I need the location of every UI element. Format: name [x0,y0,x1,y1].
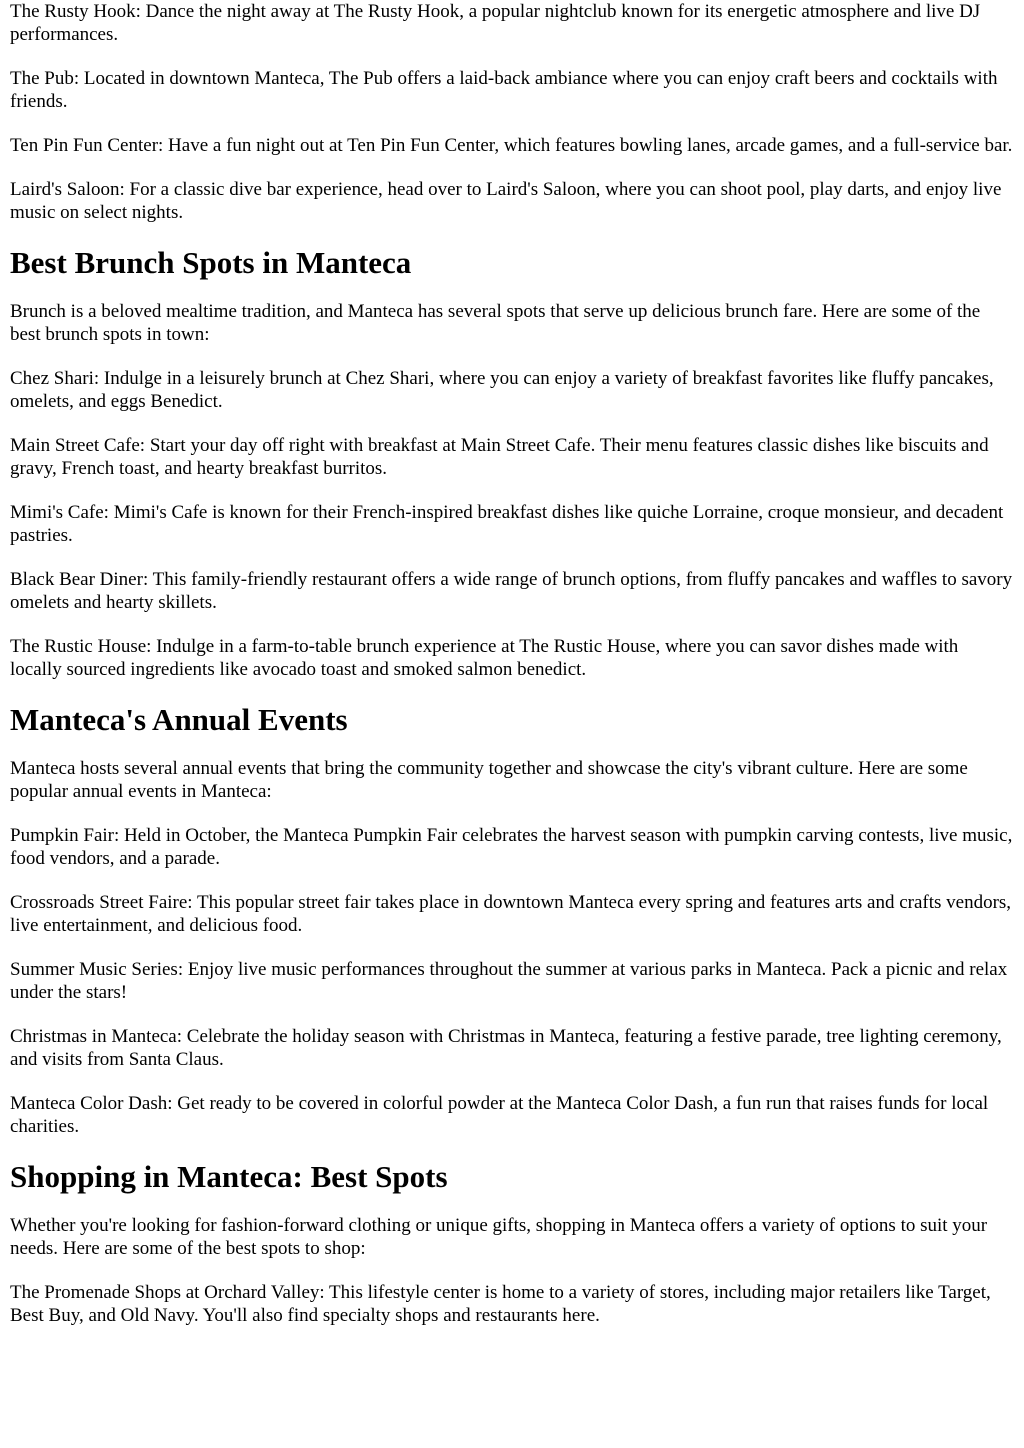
section-annual-events [10,702,1014,1138]
section-brunch [10,245,1014,681]
paragraph: Manteca hosts several annual events that bring the community together and showcase the city's vibrant culture. Here are some popular annual events in Manteca: [10,758,968,802]
intro-paragraph-ten-pin: Ten Pin Fun Center: Have a fun night out at Ten Pin Fun Center, which features bowling lanes, arcade games, and a full-service bar. [10,135,1013,156]
paragraph: Pumpkin Fair: Held in October, the Manteca Pumpkin Fair celebrates the harvest season with pumpkin carving contests, live music, food vendors, and a parade. [10,825,1013,869]
section-heading-annual-events: Manteca's Annual Events [10,702,348,737]
intro-paragraph-lairds-saloon: Laird's Saloon: For a classic dive bar experience, head over to Laird's Saloon, where you can shoot pool, play darts, and enjoy live music on select nights. [10,179,1002,223]
paragraph: The Rustic House: Indulge in a farm-to-table brunch experience at The Rustic House, where you can savor dishes made with locally sourced ingredients like avocado toast and smoked salmon benedict. [10,636,959,680]
paragraph: The Promenade Shops at Orchard Valley: This lifestyle center is home to a variety of stores, including major retailers like Target, Best Buy, and Old Navy. You'll also find specialty shops and restaurants here. [10,1282,991,1326]
intro-paragraph-the-pub: The Pub: Located in downtown Manteca, The Pub offers a laid-back ambiance where you can enjoy craft beers and cocktails with friends. [10,68,998,112]
section-heading-shopping: Shopping in Manteca: Best Spots [10,1159,448,1194]
paragraph: Summer Music Series: Enjoy live music performances throughout the summer at various parks in Manteca. Pack a picnic and relax under the stars! [10,959,1008,1003]
intro-paragraph-rusty-hook: The Rusty Hook: Dance the night away at The Rusty Hook, a popular nightclub known for its energetic atmosphere and live DJ performances. [10,1,981,45]
section-shopping [10,1159,1014,1327]
paragraph: Manteca Color Dash: Get ready to be covered in colorful powder at the Manteca Color Dash, a fun run that raises funds for local charities. [10,1093,989,1137]
paragraph: Brunch is a beloved mealtime tradition, and Manteca has several spots that serve up delicious brunch fare. Here are some of the best brunch spots in town: [10,301,981,345]
paragraph: Christmas in Manteca: Celebrate the holiday season with Christmas in Manteca, featuring a festive parade, tree lighting ceremony, and visits from Santa Claus. [10,1026,1002,1070]
paragraph: Whether you're looking for fashion-forward clothing or unique gifts, shopping in Manteca offers a variety of options to suit your needs. Here are some of the best spots to shop: [10,1215,988,1259]
paragraph: Chez Shari: Indulge in a leisurely brunch at Chez Shari, where you can enjoy a variety of breakfast favorites like fluffy pancakes, omelets, and eggs Benedict. [10,368,994,412]
paragraph: Main Street Cafe: Start your day off right with breakfast at Main Street Cafe. Their menu features classic dishes like biscuits and gravy, French toast, and hearty breakfast burritos. [10,435,989,479]
section-heading-brunch: Best Brunch Spots in Manteca [10,245,412,280]
paragraph: Crossroads Street Faire: This popular street fair takes place in downtown Manteca every spring and features arts and crafts vendors, live entertainment, and delicious food. [10,892,1012,936]
paragraph: Black Bear Diner: This family-friendly restaurant offers a wide range of brunch options, from fluffy pancakes and waffles to savory omelets and hearty skillets. [10,569,1013,613]
paragraph: Mimi's Cafe: Mimi's Cafe is known for their French-inspired breakfast dishes like quiche Lorraine, croque monsieur, and decadent pastries. [10,502,1004,546]
